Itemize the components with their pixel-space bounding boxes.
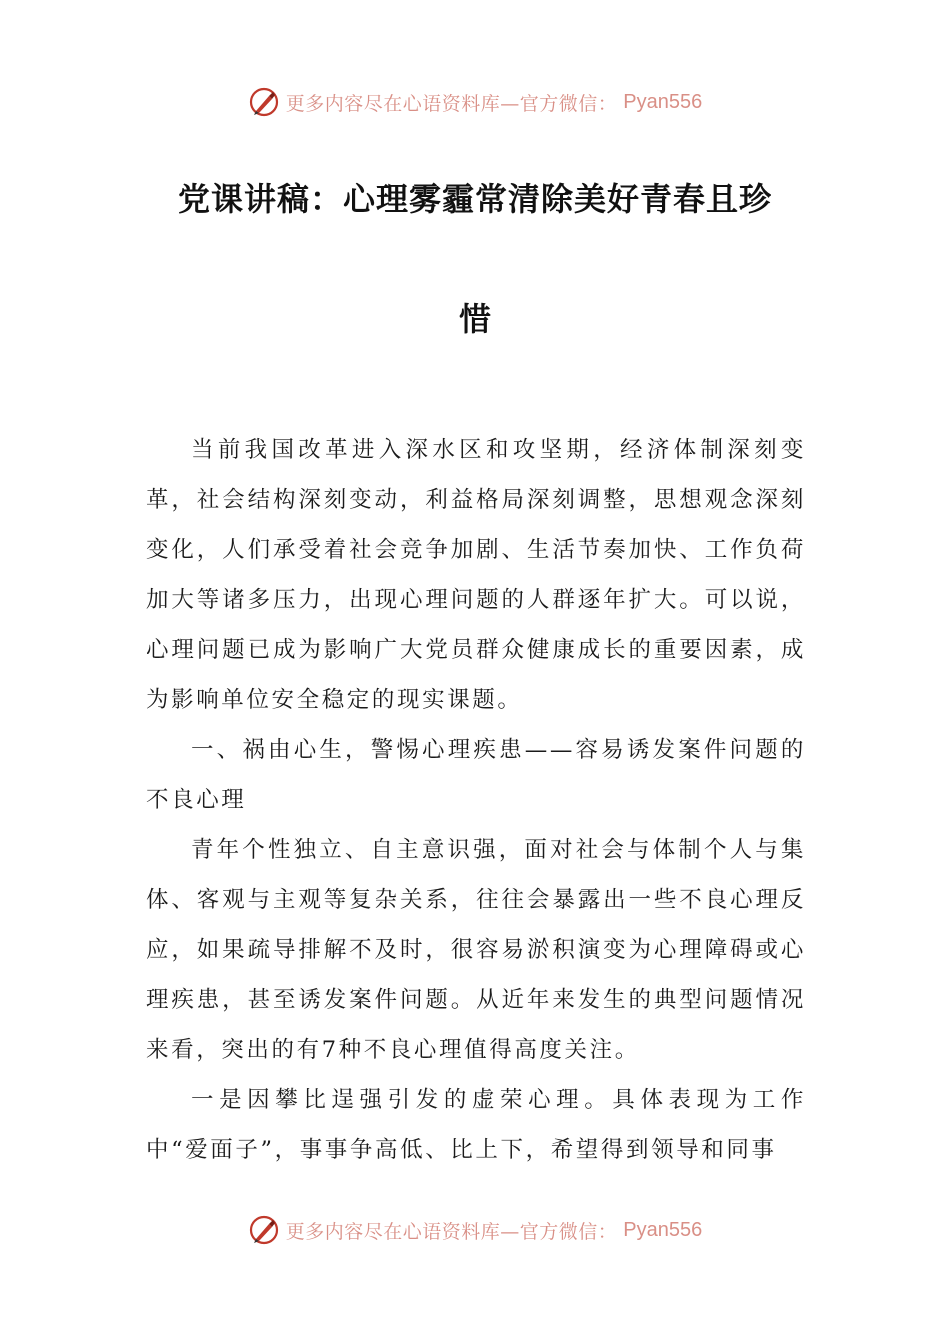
pen-logo-icon: [248, 1214, 280, 1246]
watermark-text: 更多内容尽在心语资料库—官方微信：: [285, 92, 618, 115]
watermark-wechat-id: Pyan556: [623, 1218, 703, 1241]
watermark-top: [0, 84, 950, 120]
watermark-wechat-id: Pyan556: [623, 90, 703, 113]
document-title-line-1: 党课讲稿：心理雾霾常清除美好青春且珍: [177, 180, 772, 218]
watermark-bottom: [0, 1212, 950, 1248]
paragraph: 青年个性独立、自主意识强，面对社会与体制个人与集体、客观与主观等复杂关系，往往会暴露出一些不良心理反应，如果疏导排解不及时，很容易淤积演变为心理障碍或心理疾患，甚至诱发案件问题。从近年来发生的典型问题情况来看，突出的有7种不良心理值得高度关注。: [146, 837, 806, 1063]
watermark-text: 更多内容尽在心语资料库—官方微信：: [285, 1220, 618, 1243]
document-body: [146, 425, 806, 1175]
pen-logo-icon: [248, 86, 280, 118]
paragraph: 当前我国改革进入深水区和攻坚期，经济体制深刻变革，社会结构深刻变动，利益格局深刻调整，思想观念深刻变化，人们承受着社会竞争加剧、生活节奏加快、工作负荷加大等诸多压力，出现心理问题的人群逐年扩大。可以说，心理问题已成为影响广大党员群众健康成长的重要因素，成为影响单位安全稳定的现实课题。: [146, 437, 806, 713]
document-title-line-2: 惜: [458, 300, 491, 338]
paragraph: 一是因攀比逞强引发的虚荣心理。具体表现为工作中“爱面子”，事事争高低、比上下，希望得到领导和同事: [146, 1087, 806, 1163]
section-heading: 一、祸由心生，警惕心理疾患——容易诱发案件问题的不良心理: [146, 737, 806, 813]
